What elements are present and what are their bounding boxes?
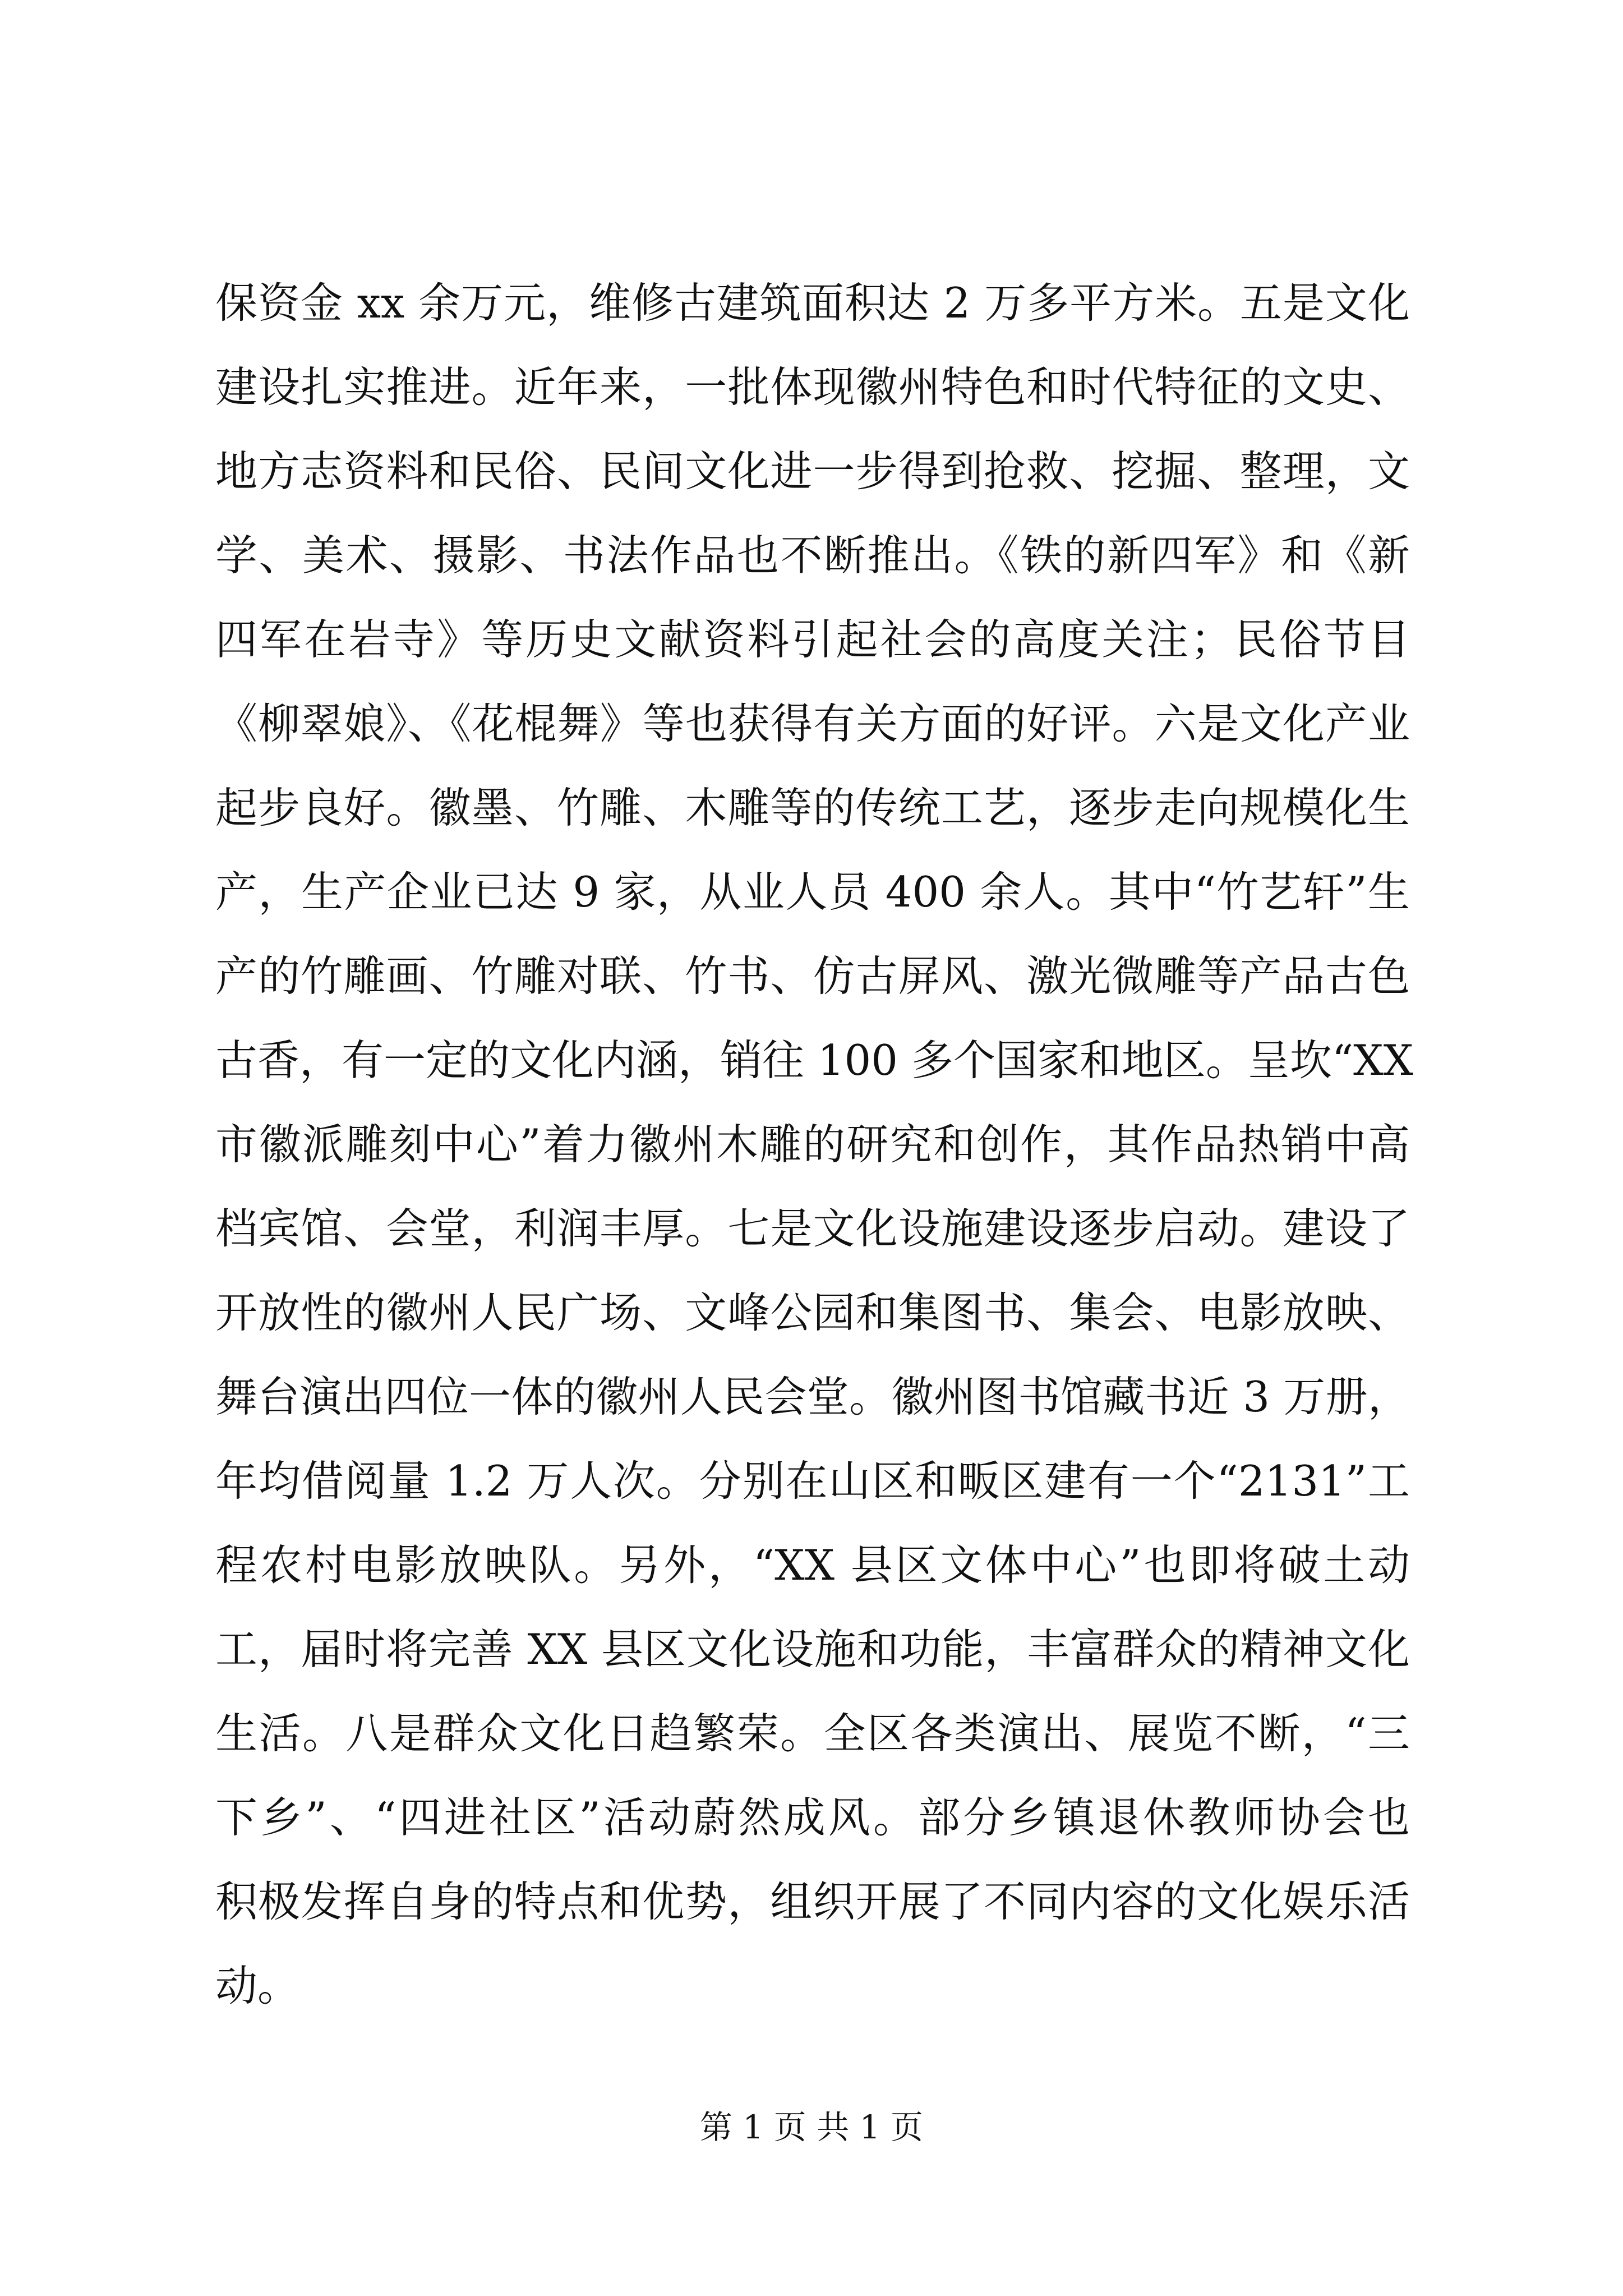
text-line: 《柳翠娘》、《花棍舞》等也获得有关方面的好评。六是文化产业 [215,699,1410,748]
text-line: 市徽派雕刻中心”着力徽州木雕的研究和创作，其作品热销中高 [215,1120,1410,1169]
text-line: 积极发挥自身的特点和优势，组织开展了不同内容的文化娱乐活 [215,1877,1410,1926]
text-line: 建设扎实推进。近年来，一批体现徽州特色和时代特征的文史、 [215,362,1410,412]
text-line: 生活。八是群众文化日趋繁荣。全区各类演出、展览不断，“三 [215,1709,1410,1758]
text-line: 古香，有一定的文化内涵，销往 100 多个国家和地区。呈坎“XX [215,1036,1413,1085]
text-line: 档宾馆、会堂，利润丰厚。七是文化设施建设逐步启动。建设了 [215,1204,1410,1253]
text-line: 保资金 xx 余万元，维修古建筑面积达 2 万多平方米。五是文化 [215,278,1410,328]
text-line: 动。 [215,1961,300,2010]
text-line: 年均借阅量 1.2 万人次。分别在山区和畈区建有一个“2131”工 [215,1456,1410,1506]
text-line: 开放性的徽州人民广场、文峰公园和集图书、集会、电影放映、 [215,1288,1410,1337]
text-line: 舞台演出四位一体的徽州人民会堂。徽州图书馆藏书近 3 万册， [215,1372,1410,1421]
page-footer: 第 1 页 共 1 页 [700,2108,923,2146]
text-line: 程农村电影放映队。另外，“XX 县区文体中心”也即将破土动 [215,1540,1410,1590]
text-line: 产，生产企业已达 9 家，从业人员 400 余人。其中“竹艺轩”生 [215,867,1410,917]
text-line: 下乡”、“四进社区”活动蔚然成风。部分乡镇退休教师协会也 [215,1793,1410,1842]
text-line: 工，届时将完善 XX 县区文化设施和功能，丰富群众的精神文化 [215,1625,1410,1674]
text-line: 学、美术、摄影、书法作品也不断推出。《铁的新四军》和《新 [215,531,1410,580]
text-line: 地方志资料和民俗、民间文化进一步得到抢救、挖掘、整理，文 [215,447,1410,496]
text-line: 四军在岩寺》等历史文献资料引起社会的高度关注；民俗节目 [215,615,1410,664]
text-line: 产的竹雕画、竹雕对联、竹书、仿古屏风、激光微雕等产品古色 [215,951,1410,1001]
text-line: 起步良好。徽墨、竹雕、木雕等的传统工艺，逐步走向规模化生 [215,783,1410,832]
